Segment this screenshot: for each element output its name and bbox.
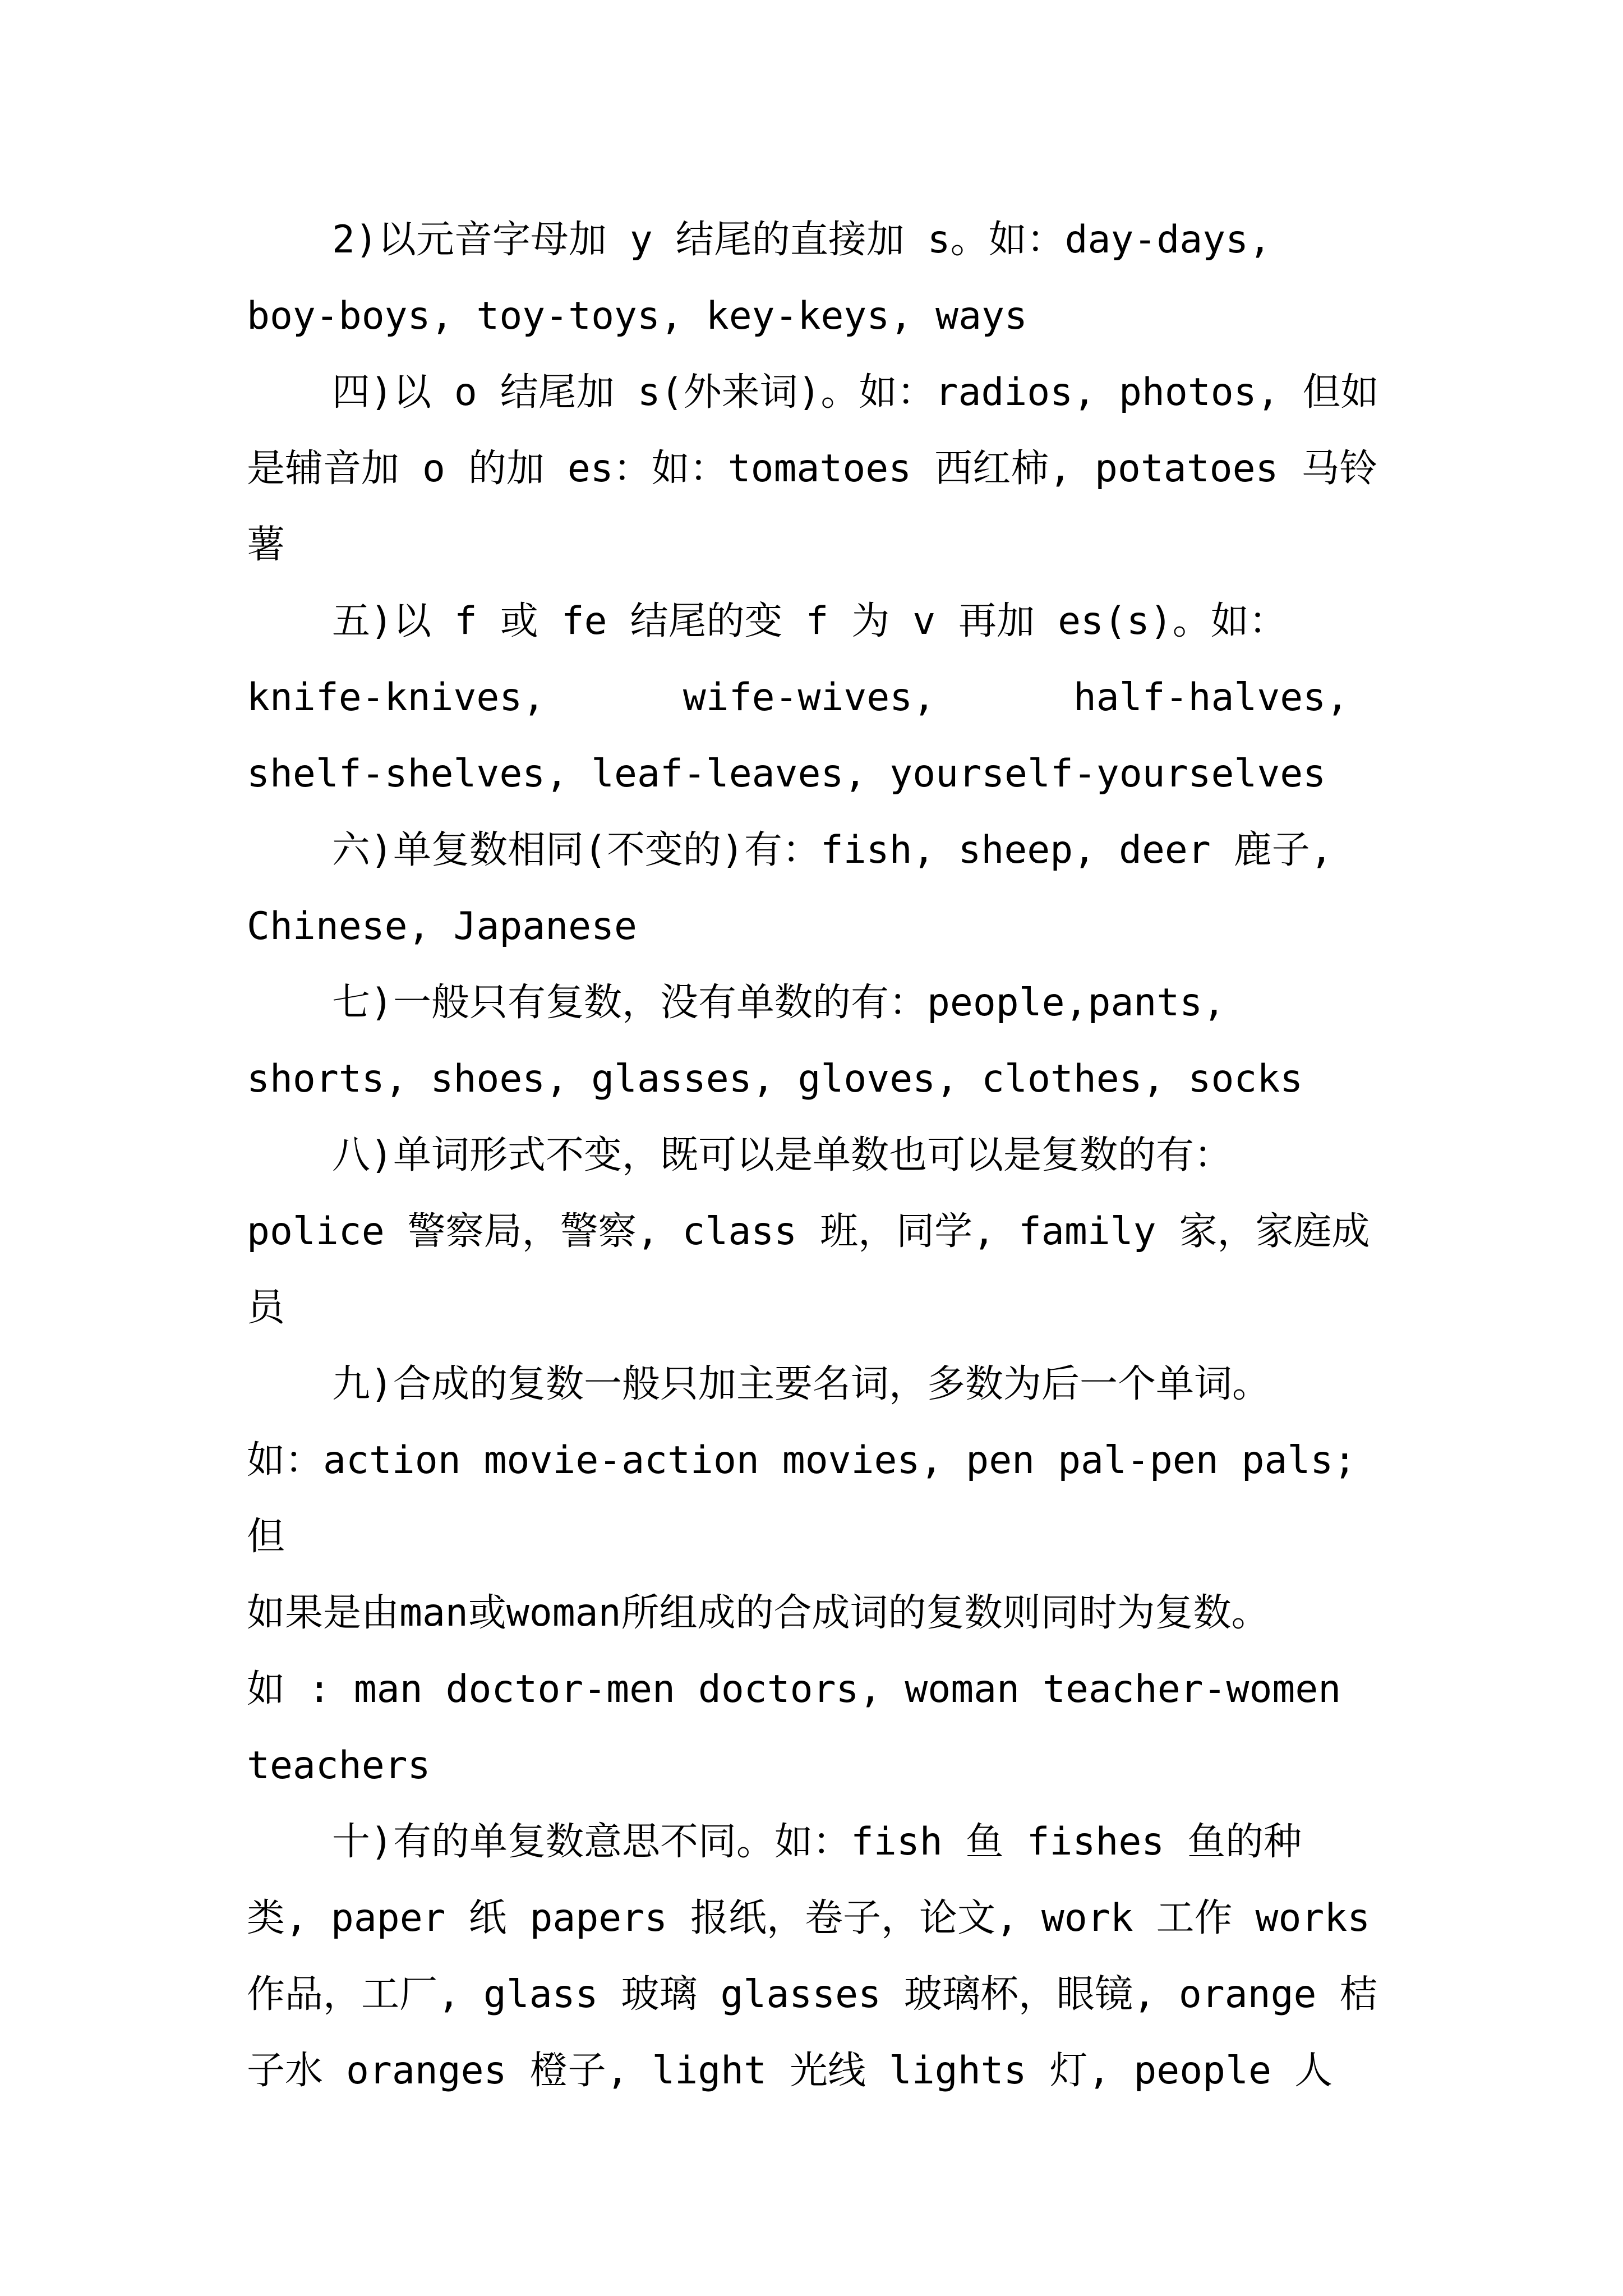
text-line: 2)以元音字母加 y 结尾的直接加 s。如：day-days, [332,218,1272,262]
text-line: 九)合成的复数一般只加主要名词，多数为后一个单词。 [332,1362,1270,1406]
text-line: 如 : man doctor-men doctors, woman teacher-women [247,1667,1341,1711]
text-line: 四)以 o 结尾加 s(外来词)。如：radios, photos, 但如 [332,370,1379,415]
text-line: police 警察局，警察, class 班，同学, family 家，家庭成 [247,1209,1370,1254]
text-line: 八)单词形式不变，既可以是单数也可以是复数的有： [332,1133,1232,1177]
text-line: 员 [247,1286,285,1330]
text-line: 六)单复数相同(不变的)有：fish, sheep, deer 鹿子, [332,828,1333,872]
text-line: 类, paper 纸 papers 报纸，卷子，论文, work 工作 works [247,1896,1371,1940]
text-line: 如：action movie-action movies, pen pal-pen pals; 但 [247,1438,1357,1559]
text-line: shorts, shoes, glasses, gloves, clothes, socks [247,1057,1303,1101]
text-line: 子水 oranges 橙子, light 光线 lights 灯, people 人 [247,2049,1332,2093]
text-line: knife-knives, wife-wives, half-halves, [247,675,1349,720]
text-line: 如果是由man或woman所组成的合成词的复数则同时为复数。 [247,1591,1270,1635]
text-line: 作品，工厂, glass 玻璃 glasses 玻璃杯，眼镜, orange 桔 [247,1972,1378,2017]
document-page [247,202,1391,2109]
text-line: 七)一般只有复数，没有单数的有：people,pants, [332,981,1226,1025]
text-line: 是辅音加 o 的加 es：如：tomatoes 西红柿, potatoes 马铃 [247,447,1378,491]
text-line: 五)以 f 或 fe 结尾的变 f 为 v 再加 es(s)。如： [332,599,1287,643]
text-line: Chinese, Japanese [247,904,637,949]
text-line: 十)有的单复数意思不同。如：fish 鱼 fishes 鱼的种 [332,1820,1302,1864]
text-line: 薯 [247,523,285,567]
text-line: shelf-shelves, leaf-leaves, yourself-yourselves [247,752,1326,796]
text-line: teachers [247,1743,431,1788]
text-line: boy-boys, toy-toys, key-keys, ways [247,294,1027,338]
